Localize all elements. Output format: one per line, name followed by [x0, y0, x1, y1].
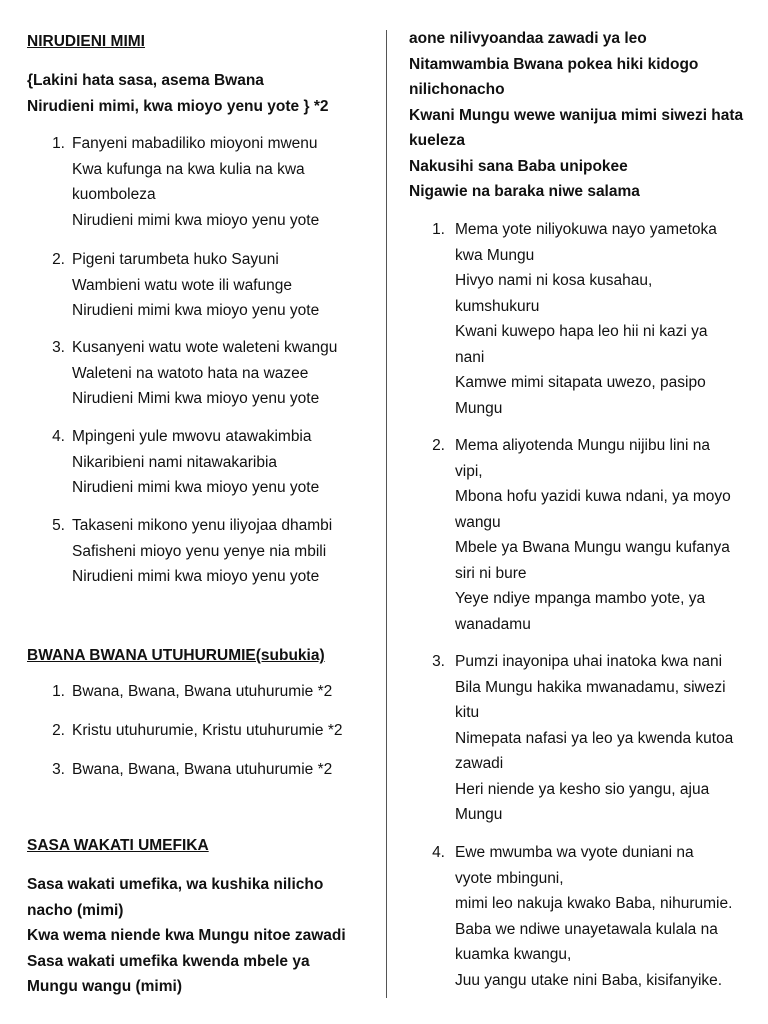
- verse-line: zawadi: [455, 755, 504, 772]
- verse-line: Nirudieni mimi kwa mioyo yenu yote: [72, 568, 320, 585]
- verse-line: kitu: [455, 704, 480, 721]
- verse-line: Kristu utuhurumie, Kristu utuhurumie *2: [72, 722, 343, 739]
- chorus-line: Mungu wangu (mimi): [27, 978, 182, 995]
- chorus-line: Sasa wakati umefika kwenda mbele ya: [27, 952, 310, 970]
- verse-line: siri ni bure: [455, 564, 527, 582]
- verse-line: Nimepata nafasi ya leo ya kwenda kutoa: [455, 729, 734, 747]
- song-title: NIRUDIENI MIMI: [27, 33, 145, 50]
- verse-number: 2.: [432, 437, 445, 454]
- verse-number: 2.: [52, 251, 65, 268]
- verse-line: Fanyeni mabadiliko mioyoni mwenu: [72, 135, 318, 152]
- chorus-line: nacho (mimi): [27, 901, 124, 919]
- verse-line: Kamwe mimi sitapata uwezo, pasipo: [455, 374, 706, 391]
- verse-number: 1.: [52, 683, 65, 700]
- verse-line: Hivyo nami ni kosa kusahau,: [455, 272, 653, 289]
- verse-line: kuomboleza: [72, 186, 156, 203]
- verse-line: Nirudieni mimi kwa mioyo yenu yote: [72, 479, 320, 496]
- chorus-line: {Lakini hata sasa, asema Bwana: [27, 72, 264, 89]
- verse-number: 1.: [432, 221, 445, 238]
- verse-line: Bwana, Bwana, Bwana utuhurumie *2: [72, 761, 333, 778]
- verse-line: Mema yote niliyokuwa nayo yametoka: [455, 221, 717, 238]
- verse-line: Takaseni mikono yenu iliyojaa dhambi: [72, 517, 333, 534]
- verse-number: 3.: [52, 761, 65, 778]
- verse-line: Kusanyeni watu wote waleteni kwangu: [72, 339, 338, 356]
- chorus-line: Nigawie na baraka niwe salama: [409, 183, 640, 200]
- verse-line: Kwa kufunga na kwa kulia na kwa: [72, 160, 305, 178]
- verse-number: 1.: [52, 135, 65, 152]
- verse-line: wangu: [455, 513, 501, 531]
- verse-line: Mbona hofu yazidi kuwa ndani, ya moyo: [455, 488, 731, 505]
- verse-line: Nirudieni mimi kwa mioyo yenu yote: [72, 302, 320, 319]
- chorus-line: aone nilivyoandaa zawadi ya leo: [409, 30, 647, 47]
- verse-line: Bila Mungu hakika mwanadamu, siwezi: [455, 678, 726, 696]
- chorus-line: Nitamwambia Bwana pokea hiki kidogo: [409, 55, 699, 73]
- verse-number: 4.: [432, 844, 445, 861]
- verse-line: nani: [455, 348, 485, 366]
- chorus-line: Kwa wema niende kwa Mungu nitoe zawadi: [27, 927, 346, 944]
- verse-line: kuamka kwangu,: [455, 946, 572, 963]
- verse-line: Mema aliyotenda Mungu nijibu lini na: [455, 437, 711, 454]
- verse-line: wanadamu: [455, 615, 531, 633]
- verse-line: Heri niende ya kesho sio yangu, ajua: [455, 780, 710, 798]
- chorus-line: kueleza: [409, 132, 466, 149]
- chorus-line: Sasa wakati umefika, wa kushika nilicho: [27, 876, 324, 893]
- verse-line: mimi leo nakuja kwako Baba, nihurumie.: [455, 895, 733, 912]
- verse-line: Nirudieni mimi kwa mioyo yenu yote: [72, 211, 320, 229]
- verse-line: Nirudieni Mimi kwa mioyo yenu yote: [72, 390, 320, 407]
- verse-line: Mungu: [455, 806, 503, 823]
- verse-line: Mungu: [455, 399, 503, 417]
- verse-line: Baba we ndiwe unayetawala kulala na: [455, 920, 718, 938]
- verse-line: Yeye ndiye mpanga mambo yote, ya: [455, 590, 706, 607]
- chorus-line: Nirudieni mimi, kwa mioyo yenu yote } *2: [27, 97, 329, 115]
- verse-number: 3.: [432, 653, 445, 670]
- verse-line: Juu yangu utake nini Baba, kisifanyike.: [455, 971, 723, 989]
- verse-line: Safisheni mioyo yenu yenye nia mbili: [72, 542, 327, 560]
- verse-line: vyote mbinguni,: [455, 869, 564, 887]
- verse-line: Waleteni na watoto hata na wazee: [72, 364, 309, 382]
- chorus-line: nilichonacho: [409, 81, 505, 98]
- verse-line: Wambieni watu wote ili wafunge: [72, 276, 292, 294]
- chorus-line: Kwani Mungu wewe wanijua mimi siwezi hata: [409, 106, 744, 124]
- verse-line: Ewe mwumba wa vyote duniani na: [455, 844, 694, 861]
- verse-line: Mbele ya Bwana Mungu wangu kufanya: [455, 539, 730, 556]
- verse-line: vipi,: [455, 462, 483, 480]
- verse-line: kwa Mungu: [455, 246, 535, 264]
- chorus-line: Nakusihi sana Baba unipokee: [409, 157, 628, 175]
- verse-line: Pigeni tarumbeta huko Sayuni: [72, 251, 279, 268]
- verse-number: 5.: [52, 517, 65, 534]
- verse-line: Nikaribieni nami nitawakaribia: [72, 453, 278, 471]
- song-title: BWANA BWANA UTUHURUMIE(subukia): [27, 647, 325, 664]
- verse-number: 3.: [52, 339, 65, 356]
- song-title: SASA WAKATI UMEFIKA: [27, 837, 209, 854]
- column-divider: [386, 30, 387, 998]
- verse-number: 2.: [52, 722, 65, 739]
- verse-number: 4.: [52, 428, 65, 445]
- verse-line: kumshukuru: [455, 297, 540, 315]
- verse-line: Kwani kuwepo hapa leo hii ni kazi ya: [455, 323, 708, 340]
- verse-line: Bwana, Bwana, Bwana utuhurumie *2: [72, 683, 333, 700]
- verse-line: Pumzi inayonipa uhai inatoka kwa nani: [455, 653, 723, 670]
- verse-line: Mpingeni yule mwovu atawakimbia: [72, 428, 312, 445]
